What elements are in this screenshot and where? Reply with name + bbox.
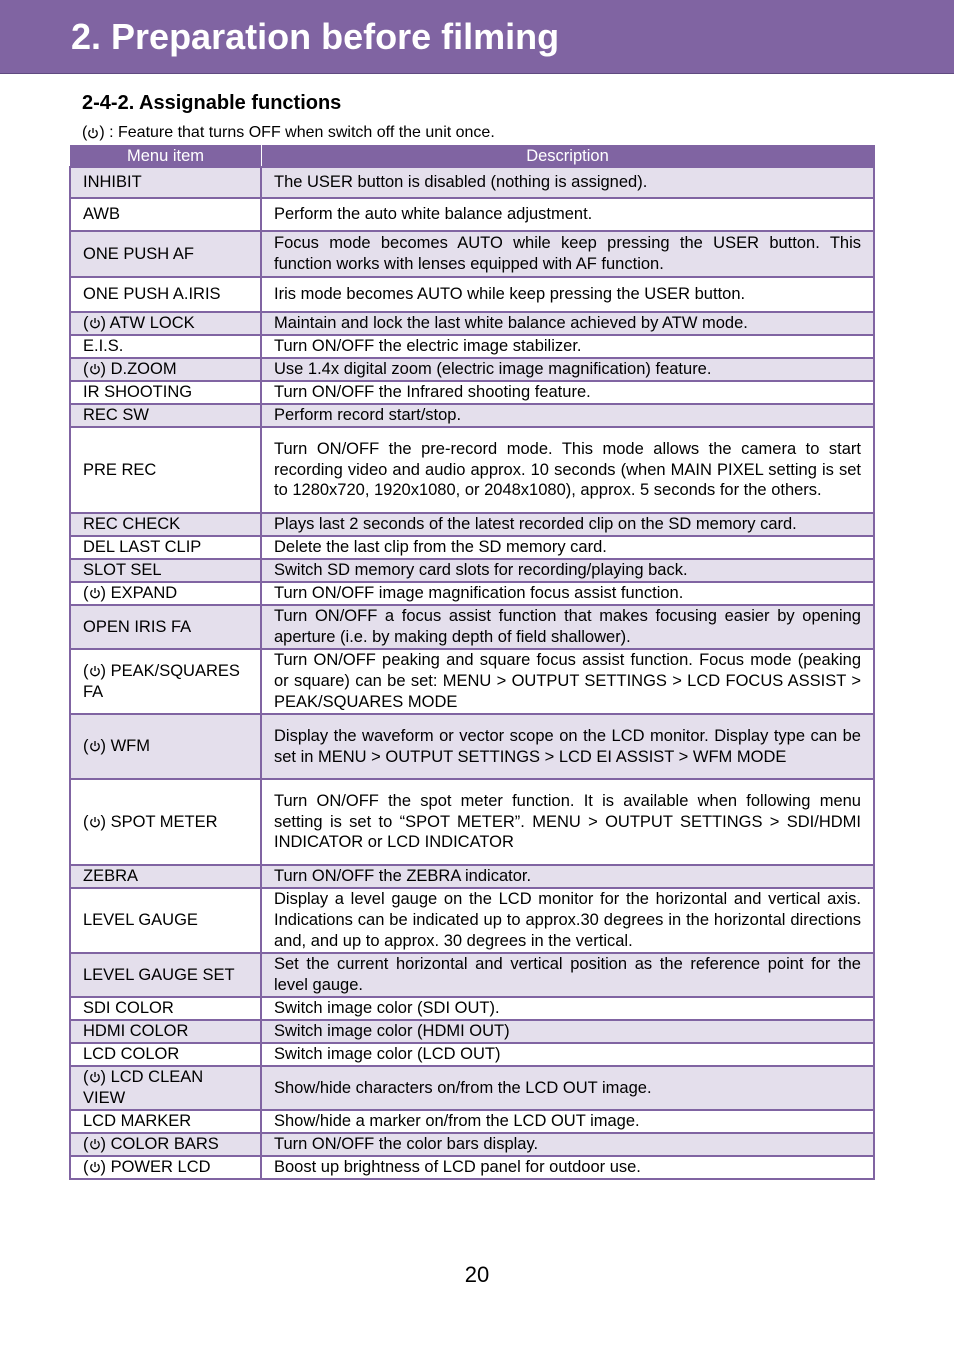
power-paren: ( (83, 584, 89, 603)
menu-item-cell (70, 277, 261, 312)
menu-item-cell (70, 1043, 261, 1066)
description-cell: Turn ON/OFF image magnification focus assist function. (261, 582, 874, 605)
table-row (70, 231, 874, 277)
description-cell: Switch image color (HDMI OUT) (261, 1020, 874, 1043)
power-icon (89, 816, 101, 828)
table-row (70, 513, 874, 536)
power-icon (89, 740, 101, 752)
power-paren: ( (83, 737, 89, 756)
description-cell: Switch SD memory card slots for recording/playing back. (261, 559, 874, 582)
menu-item-label: LCD MARKER (83, 1112, 192, 1131)
power-icon (89, 1138, 101, 1150)
description-cell: The USER button is disabled (nothing is assigned). (261, 167, 874, 198)
power-paren: ) (100, 1135, 111, 1154)
chapter-banner (0, 0, 954, 74)
menu-item-label: SLOT SEL (83, 561, 162, 580)
power-paren: ) (100, 584, 111, 603)
menu-item-cell (70, 513, 261, 536)
power-paren: ) (100, 661, 111, 680)
menu-item-label: HDMI COLOR (83, 1022, 189, 1041)
table-row (70, 888, 874, 953)
description-cell: Set the current horizontal and vertical position as the reference point for the level gauge. (261, 953, 874, 997)
table-row (70, 198, 874, 231)
menu-item-label: PRE REC (83, 460, 157, 479)
description-cell: Boost up brightness of LCD panel for outdoor use. (261, 1156, 874, 1179)
menu-item-cell (70, 779, 261, 865)
menu-item-label: LEVEL GAUGE SET (83, 965, 235, 984)
power-paren: ) (100, 1068, 111, 1087)
menu-item-label: IR SHOOTING (83, 383, 193, 402)
menu-item-cell (70, 997, 261, 1020)
power-icon (89, 317, 101, 329)
description-cell: Iris mode becomes AUTO while keep pressing the USER button. (261, 277, 874, 312)
table-row (70, 953, 874, 997)
menu-item-label: ONE PUSH A.IRIS (83, 285, 221, 304)
description-cell: Use 1.4x digital zoom (electric image magnification) feature. (261, 358, 874, 381)
menu-item-label: POWER LCD (110, 1158, 211, 1177)
power-paren: ( (83, 661, 89, 680)
power-paren: ( (83, 812, 89, 831)
menu-item-cell (70, 953, 261, 997)
description-cell: Turn ON/OFF a focus assist function that makes focusing easier by opening aperture (i.e. by making depth of field shallower). (261, 605, 874, 649)
description-cell: Display a level gauge on the LCD monitor for the horizontal and vertical axis. Indications can be indicated up to approx.30 degrees in the horizontal directions and, and up to approx. 30 degrees in the vertical. (261, 888, 874, 953)
menu-item-cell (70, 1133, 261, 1156)
table-row (70, 1156, 874, 1179)
description-cell: Delete the last clip from the SD memory card. (261, 536, 874, 559)
description-cell: Turn ON/OFF the ZEBRA indicator. (261, 865, 874, 888)
section-title: 2-4-2. Assignable functions (82, 92, 342, 114)
power-icon (89, 1071, 101, 1083)
menu-item-cell (70, 312, 261, 335)
menu-item-cell (70, 1156, 261, 1179)
table-row (70, 582, 874, 605)
menu-item-label: ONE PUSH AF (83, 244, 194, 263)
menu-item-cell (70, 1066, 261, 1110)
menu-item-cell (70, 427, 261, 513)
description-cell: Turn ON/OFF the color bars display. (261, 1133, 874, 1156)
description-cell: Turn ON/OFF the pre-record mode. This mode allows the camera to start recording video and audio approx. 10 seconds (when MAIN PIXEL setting is set to 1280x720, 1920x1080, or 2048x1080), approx. 5 seconds for the others. (261, 427, 874, 513)
table-row (70, 1133, 874, 1156)
menu-item-cell (70, 888, 261, 953)
column-header-description: Description (261, 146, 874, 168)
description-cell: Turn ON/OFF peaking and square focus assist function. Focus mode (peaking or square) can be set: MENU > OUTPUT SETTINGS > LCD FOCUS ASSIST > PEAK/SQUARES MODE (261, 649, 874, 714)
description-cell: Show/hide characters on/from the LCD OUT image. (261, 1066, 874, 1110)
menu-item-cell (70, 1020, 261, 1043)
description-cell: Turn ON/OFF the spot meter function. It is available when following menu setting is set to “SPOT METER”. MENU > OUTPUT SETTINGS > SDI/HDMI INDICATOR or LCD INDICATOR (261, 779, 874, 865)
menu-item-label: WFM (110, 737, 150, 756)
menu-item-cell (70, 582, 261, 605)
table-row (70, 404, 874, 427)
menu-item-label: ZEBRA (83, 867, 139, 886)
menu-item-cell (70, 536, 261, 559)
menu-item-label: INHIBIT (83, 173, 142, 192)
table-row (70, 1066, 874, 1110)
note-text: ) : Feature that turns OFF when switch off the unit once. (99, 124, 495, 141)
menu-item-label: DEL LAST CLIP (83, 538, 202, 557)
power-paren: ) (100, 737, 111, 756)
menu-item-cell (70, 167, 261, 198)
table-row (70, 536, 874, 559)
menu-item-label: E.I.S. (83, 337, 124, 356)
menu-item-cell (70, 404, 261, 427)
description-cell: Plays last 2 seconds of the latest recorded clip on the SD memory card. (261, 513, 874, 536)
table-row (70, 167, 874, 198)
description-cell: Switch image color (SDI OUT). (261, 997, 874, 1020)
menu-item-cell (70, 649, 261, 714)
description-cell: Turn ON/OFF the Infrared shooting feature. (261, 381, 874, 404)
description-cell: Perform record start/stop. (261, 404, 874, 427)
power-paren: ) (100, 314, 110, 333)
chapter-title: 2. Preparation before filming (71, 16, 560, 57)
power-off-note (82, 123, 495, 143)
menu-item-label: PEAK/SQUARES FA (83, 661, 240, 701)
power-paren: ( (83, 1158, 89, 1177)
menu-item-label: COLOR BARS (110, 1135, 219, 1154)
table-header-row (70, 146, 874, 168)
description-cell: Focus mode becomes AUTO while keep pressing the USER button. This function works with lenses equipped with AF function. (261, 231, 874, 277)
table-row (70, 865, 874, 888)
table-row (70, 714, 874, 779)
power-paren: ( (83, 1068, 89, 1087)
power-paren: ) (100, 360, 111, 379)
table-row (70, 277, 874, 312)
table-row (70, 779, 874, 865)
power-paren: ) (100, 812, 111, 831)
table-row (70, 335, 874, 358)
table-row (70, 649, 874, 714)
menu-item-cell (70, 381, 261, 404)
power-icon (89, 1161, 101, 1173)
description-cell: Display the waveform or vector scope on the LCD monitor. Display type can be set in MENU > OUTPUT SETTINGS > LCD EI ASSIST > WFM MODE (261, 714, 874, 779)
table-row (70, 1043, 874, 1066)
menu-item-cell (70, 231, 261, 277)
menu-item-label: REC SW (83, 406, 149, 425)
menu-item-label: SDI COLOR (83, 999, 174, 1018)
table-row (70, 605, 874, 649)
power-icon (89, 363, 101, 375)
menu-item-label: LCD CLEAN VIEW (83, 1068, 204, 1107)
column-header-menu-item: Menu item (70, 146, 261, 168)
note-open-paren: ( (82, 124, 88, 141)
table-row (70, 312, 874, 335)
menu-item-cell (70, 865, 261, 888)
menu-item-cell (70, 559, 261, 582)
menu-item-label: EXPAND (110, 584, 178, 603)
assignable-functions-table (69, 145, 875, 1180)
table-row (70, 559, 874, 582)
menu-item-label: SPOT METER (110, 812, 218, 831)
description-cell: Show/hide a marker on/from the LCD OUT image. (261, 1110, 874, 1133)
menu-item-label: D.ZOOM (110, 360, 177, 379)
power-paren: ( (83, 1135, 89, 1154)
menu-item-label: OPEN IRIS FA (83, 617, 192, 636)
menu-item-label: LCD COLOR (83, 1045, 180, 1064)
description-cell: Perform the auto white balance adjustment. (261, 198, 874, 231)
power-icon (89, 587, 101, 599)
power-paren: ( (83, 314, 89, 333)
table-row (70, 381, 874, 404)
menu-item-cell (70, 605, 261, 649)
power-icon (89, 665, 101, 677)
table-body (70, 167, 874, 1179)
menu-item-label: ATW LOCK (109, 314, 195, 333)
table-row (70, 1020, 874, 1043)
menu-item-label: AWB (83, 205, 120, 224)
power-icon (87, 127, 99, 139)
menu-item-cell (70, 198, 261, 231)
description-cell: Maintain and lock the last white balance achieved by ATW mode. (261, 312, 874, 335)
power-paren: ) (100, 1158, 111, 1177)
table-row (70, 997, 874, 1020)
menu-item-cell (70, 335, 261, 358)
power-paren: ( (83, 360, 89, 379)
menu-item-cell (70, 714, 261, 779)
table-row (70, 1110, 874, 1133)
table-row (70, 358, 874, 381)
menu-item-label: LEVEL GAUGE (83, 911, 198, 930)
table-row (70, 427, 874, 513)
page-number: 20 (464, 1262, 490, 1287)
menu-item-label: REC CHECK (83, 515, 181, 534)
menu-item-cell (70, 358, 261, 381)
menu-item-cell (70, 1110, 261, 1133)
description-cell: Turn ON/OFF the electric image stabilizer. (261, 335, 874, 358)
description-cell: Switch image color (LCD OUT) (261, 1043, 874, 1066)
